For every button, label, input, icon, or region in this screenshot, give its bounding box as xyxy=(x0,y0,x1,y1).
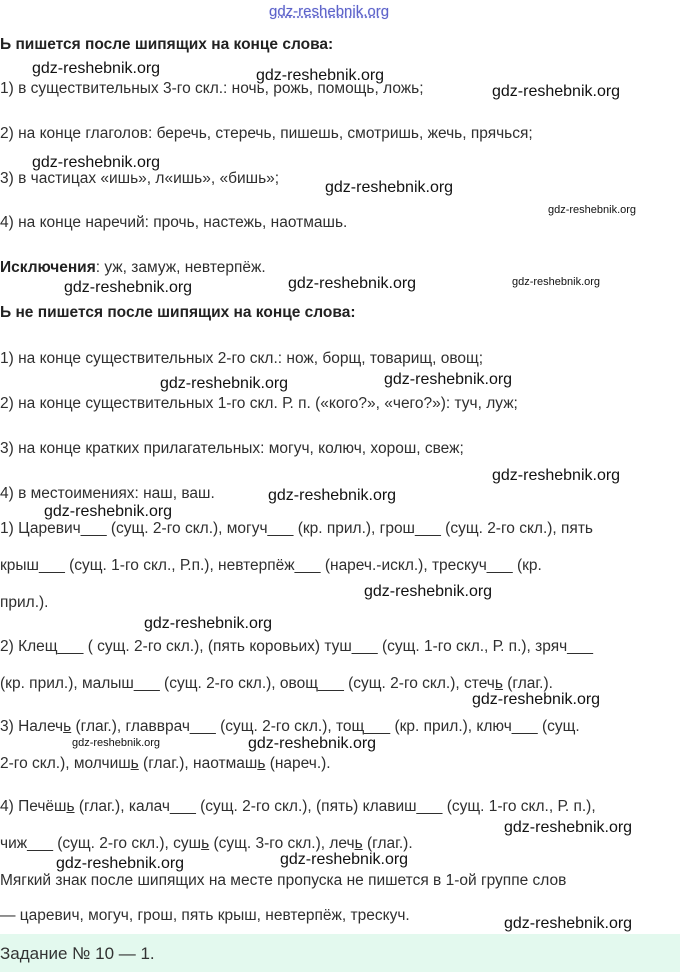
watermark: gdz-reshebnik.org xyxy=(472,691,601,708)
watermark: gdz-reshebnik.org xyxy=(268,487,397,504)
watermark: gdz-reshebnik.org xyxy=(548,204,637,216)
conclusion-line-1: Мягкий знак после шипящих на месте пропуска не пишется в 1-ой группе слов xyxy=(0,872,567,889)
watermark: gdz-reshebnik.org xyxy=(160,375,289,392)
group-1-line-2: крыш___ (сущ. 1-го скл., Р.п.), невтерпёж___ (нареч.-искл.), трескуч___ (кр. xyxy=(0,557,542,574)
watermark: gdz-reshebnik.org xyxy=(512,276,601,288)
group-1-line-3: прил.). xyxy=(0,594,49,611)
watermark: gdz-reshebnik.org xyxy=(248,735,377,752)
group-2-line-2 xyxy=(0,675,553,693)
rule-not-heading: Ь не пишется после шипящих на конце слова: xyxy=(0,304,356,321)
watermark: gdz-reshebnik.org xyxy=(32,60,161,77)
text: чиж___ (сущ. 2-го скл.), суш xyxy=(0,835,202,852)
text: (глаг.), наотмаш xyxy=(138,755,258,772)
watermark-top: gdz-reshebnik.org xyxy=(269,3,390,20)
soft-sign: ь xyxy=(354,835,363,852)
group-3-line-1 xyxy=(0,718,580,736)
watermark: gdz-reshebnik.org xyxy=(56,855,185,872)
soft-sign: ь xyxy=(66,798,75,815)
rule-not-item-1: 1) на конце существительных 2-го скл.: нож, борщ, товарищ, овощ; xyxy=(0,350,484,367)
watermark: gdz-reshebnik.org xyxy=(492,83,621,100)
watermark: gdz-reshebnik.org xyxy=(504,915,633,932)
soft-sign: ь xyxy=(494,675,503,692)
soft-sign: ь xyxy=(130,755,139,772)
group-3-line-2 xyxy=(0,755,331,773)
text: (глаг.), главврач___ (сущ. 2-го скл.), тощ___ (кр. прил.), ключ___ (сущ. xyxy=(71,718,580,735)
watermark: gdz-reshebnik.org xyxy=(256,67,385,84)
watermark: gdz-reshebnik.org xyxy=(504,819,633,836)
soft-sign: ь xyxy=(63,718,72,735)
text: (глаг.). xyxy=(502,675,553,692)
exceptions-label: Исключения xyxy=(0,259,96,276)
conclusion-line-2: — царевич, могуч, грош, пять крыш, невтерпёж, трескуч. xyxy=(0,907,410,924)
watermark: gdz-reshebnik.org xyxy=(384,371,513,388)
watermark: gdz-reshebnik.org xyxy=(32,154,161,171)
text: (глаг.). xyxy=(362,835,413,852)
text: (нареч.). xyxy=(265,755,331,772)
rule-after-item-2: 2) на конце глаголов: беречь, стеречь, пишешь, смотришь, жечь, прячься; xyxy=(0,125,533,142)
rule-not-item-2: 2) на конце существительных 1-го скл. Р. п. («кого?», «чего?»): туч, луж; xyxy=(0,395,518,412)
rule-after-item-1: 1) в существительных 3-го скл.: ночь, рожь, помощь, ложь; xyxy=(0,80,424,97)
text: (кр. прил.), малыш___ (сущ. 2-го скл.), овощ___ (сущ. 2-го скл.), стеч xyxy=(0,675,495,692)
answer-text: Задание № 10 — 1. xyxy=(0,944,155,963)
soft-sign: ь xyxy=(257,755,266,772)
watermark: gdz-reshebnik.org xyxy=(325,179,454,196)
exceptions-text: : уж, замуж, невтерпёж. xyxy=(95,259,266,276)
watermark: gdz-reshebnik.org xyxy=(288,275,417,292)
text: (сущ. 3-го скл.), леч xyxy=(209,835,355,852)
answer-bar xyxy=(0,934,680,972)
watermark: gdz-reshebnik.org xyxy=(64,279,193,296)
group-1-line-1: 1) Царевич___ (сущ. 2-го скл.), могуч___ (кр. прил.), грош___ (сущ. 2-го скл.), пять xyxy=(0,520,594,537)
rule-after-item-3: 3) в частицах «ишь», л«ишь», «бишь»; xyxy=(0,170,280,187)
rule-not-item-4: 4) в местоимениях: наш, ваш. xyxy=(0,485,215,502)
rule-not-item-3: 3) на конце кратких прилагательных: могуч, колюч, хорош, свеж; xyxy=(0,440,464,457)
watermark: gdz-reshebnik.org xyxy=(364,583,493,600)
soft-sign: ь xyxy=(201,835,210,852)
text: 2-го скл.), молчиш xyxy=(0,755,131,772)
group-4-line-1 xyxy=(0,798,596,816)
rule-after-item-4: 4) на конце наречий: прочь, настежь, наотмашь. xyxy=(0,214,348,231)
rule-after-exceptions xyxy=(0,259,266,277)
text: 3) Налеч xyxy=(0,718,64,735)
text: 4) Печёш xyxy=(0,798,67,815)
watermark: gdz-reshebnik.org xyxy=(44,503,173,520)
watermark: gdz-reshebnik.org xyxy=(72,737,161,749)
watermark: gdz-reshebnik.org xyxy=(492,467,621,484)
text: (глаг.), калач___ (сущ. 2-го скл.), (пять) клавиш___ (сущ. 1-го скл., Р. п.), xyxy=(74,798,596,815)
group-2-line-1: 2) Клещ___ ( сущ. 2-го скл.), (пять коровьих) туш___ (сущ. 1-го скл., Р. п.), зряч___ xyxy=(0,638,594,655)
watermark: gdz-reshebnik.org xyxy=(144,615,273,632)
rule-after-heading: Ь пишется после шипящих на конце слова: xyxy=(0,36,334,53)
watermark: gdz-reshebnik.org xyxy=(280,851,409,868)
